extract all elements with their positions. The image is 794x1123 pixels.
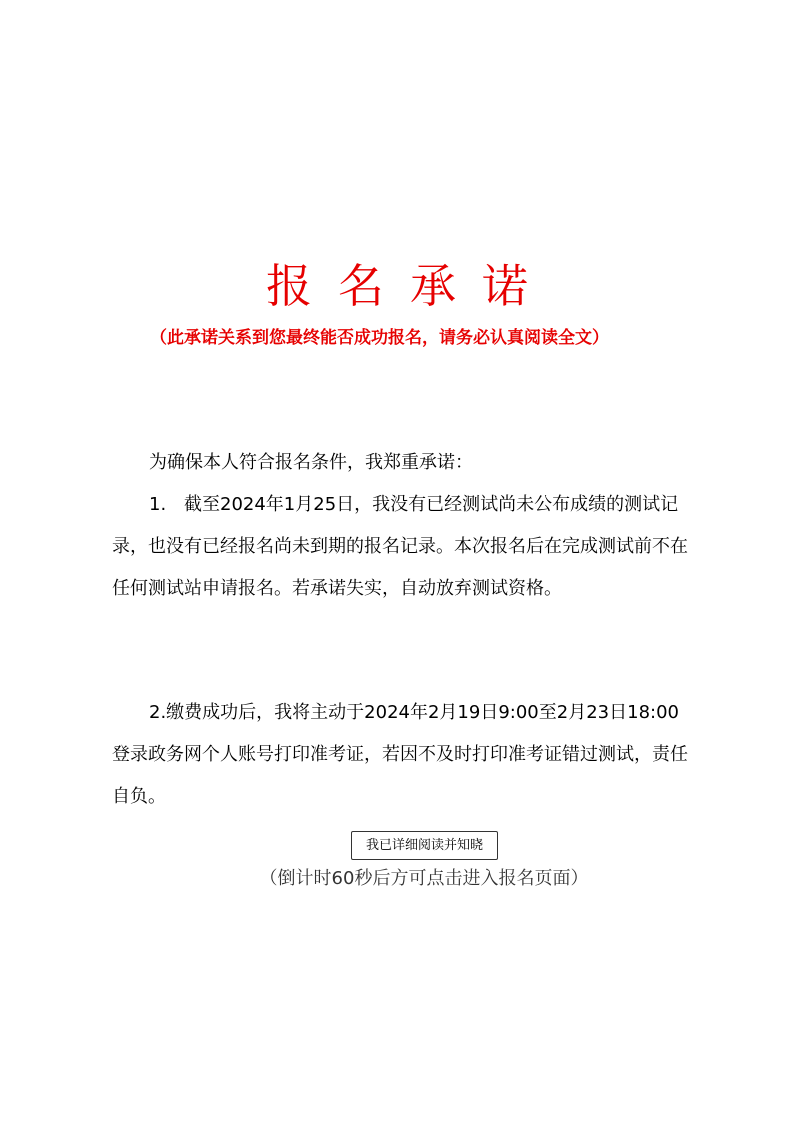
item-1-number: 1. (149, 494, 167, 515)
item-2-text: 2.缴费成功后，我将主动于2024年2月19日9:00至2月23日18:00登录政务网个人账号打印准考证，若因不及时打印准考证错过测试，责任自负。 (112, 702, 688, 807)
commitment-item-2 (112, 692, 692, 818)
commitment-item-1 (112, 484, 692, 610)
countdown-note: （倒计时60秒后方可点击进入报名页面） (259, 868, 589, 889)
commitment-intro: 为确保本人符合报名条件，我郑重承诺： (149, 452, 473, 473)
page-subtitle: （此承诺关系到您最终能否成功报名，请务必认真阅读全文） (150, 328, 609, 348)
item-1-text: 截至2024年1月25日，我没有已经测试尚未公布成绩的测试记录，也没有已经报名尚未到期的报名记录。本次报名后在完成测试前不在任何测试站申请报名。若承诺失实，自动放弃测试资格。 (112, 494, 688, 599)
read-confirm-button[interactable]: 我已详细阅读并知晓 (351, 831, 498, 860)
page-title: 报名承诺 (266, 259, 554, 313)
